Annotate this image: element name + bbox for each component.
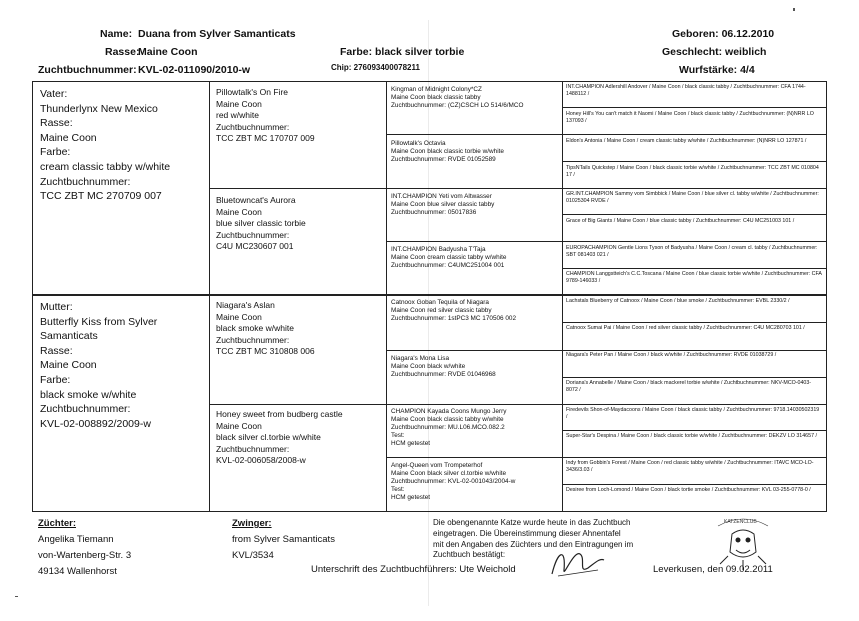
ggg-cell: TipsNTails Quickstep / Maine Coon / black classic torbie w/white / Zuchtbuchnummer: TCC ZBT MC 010804 17 /: [566, 165, 819, 178]
ggg-cell: Super-Star's Despina / Maine Coon / black classic torbie w/white / Zuchtbuchnummer: DEKZV LO 314657 /: [566, 433, 817, 439]
row-divider: [386, 241, 826, 242]
row-divider: [209, 188, 826, 189]
grandparent-cell: Honey sweet from budberg castle Maine Coon black silver cl.torbie w/white Zuchtbuchnummer: KVL-02-006058/2008-w: [216, 409, 343, 466]
club-stamp: [710, 512, 776, 572]
cattery-label: Zwinger:: [232, 518, 272, 529]
place-date: Leverkusen, den 09.02.2011: [653, 564, 773, 575]
registrar-signature-line: Unterschrift des Zuchtbuchführers: Ute Weichold: [311, 564, 516, 575]
chip-number: Chip: 276093400078211: [331, 63, 420, 72]
ggg-cell: Doriana's Annabelle / Maine Coon / black mackerel torbie w/white / Zuchtbuchnummer: NKV-MCO-0403-8072 /: [566, 380, 812, 393]
breeder-block: [38, 516, 131, 580]
mother-cell: Mutter: Butterfly Kiss from Sylver Samanticats Rasse: Maine Coon Farbe: black smoke w/white Zuchtbuchnummer: KVL-02-008892/2009-w: [40, 301, 158, 430]
great-grandparent-cell: Kingman of Midnight Colony*CZ Maine Coon black classic tabby Zuchtbuchnummer: (CZ)CSCH LO 514/6/MCO: [391, 86, 524, 110]
ggg-cell: Eldon's Antonia / Maine Coon / cream classic tabby w/white / Zuchtbuchnummer: (N)NRR LO 127871 /: [566, 138, 807, 144]
confirmation-line: eingetragen. Die Übereinstimmung dieser Ahnentafel: [433, 528, 621, 538]
row-divider: [386, 350, 826, 351]
litter-size: Wurfstärke: 4/4: [679, 64, 755, 76]
rasse-label: Rasse:: [105, 46, 140, 58]
cat-name: Duana from Sylver Samanticats: [138, 28, 296, 40]
row-divider: [562, 430, 826, 431]
breeder-city: 49134 Wallenhorst: [38, 566, 117, 577]
grandparent-cell: Pillowtalk's On Fire Maine Coon red w/white Zuchtbuchnummer: TCC ZBT MC 170707 009: [216, 87, 315, 144]
ggg-cell: Niagara's Peter Pan / Maine Coon / black w/white / Zuchtbuchnummer: RVDE 01038729 /: [566, 352, 777, 358]
scan-mark: [793, 8, 795, 11]
ggg-cell: CHAMPION Langgstteich's C.C.Toscana / Maine Coon / blue classic torbie w/white / Zuchtbuchnummer: CFA 9789-146033 /: [566, 271, 822, 284]
row-divider: [562, 107, 826, 108]
great-grandparent-cell: Niagara's Mona Lisa Maine Coon black w/white Zuchtbuchnummer: RVDE 01046968: [391, 355, 496, 379]
ggg-cell: EUROPACHAMPION Gentle Lions Tyson of Badyusha / Maine Coon / cream cl. tabby / Zuchtbuchnummer: SBT 081403 021 /: [566, 245, 818, 258]
row-divider: [562, 322, 826, 323]
ggg-cell: Desiree from Loch-Lomond / Maine Coon / black tortie smoke / Zuchtbuchnummer: KVL 03-255-0778-0 /: [566, 487, 811, 493]
row-divider: [386, 457, 826, 458]
row-divider: [33, 294, 826, 296]
row-divider: [562, 377, 826, 378]
ggg-cell: INT.CHAMPION Adlershill Andover / Maine Coon / black classic tabby / Zuchtbuchnummer: CFA 1744-1488112 /: [566, 84, 806, 97]
grandparent-cell: Niagara's Aslan Maine Coon black smoke w/white Zuchtbuchnummer: TCC ZBT MC 310808 006: [216, 300, 315, 357]
birth-date: Geboren: 06.12.2010: [672, 28, 775, 40]
great-grandparent-cell: INT.CHAMPION Yeti vom Altwasser Maine Coon blue silver classic tabby Zuchtbuchnummer: 05017836: [391, 193, 495, 217]
row-divider: [562, 268, 826, 269]
column-divider: [209, 82, 210, 511]
row-divider: [562, 161, 826, 162]
confirmation-line: mit den Angaben des Züchters und den Eintragungen im: [433, 539, 634, 549]
ggg-cell: Indy from Gobbin's Forest / Maine Coon / red classic tabby w/white / Zuchtbuchnummer: ITAVC MCO-LO-3436/3.03 /: [566, 460, 814, 473]
column-divider: [562, 82, 563, 511]
ggg-cell: Firedevils Shon-of-Maydacoons / Maine Coon / black classic tabby / Zuchtbuchnummer: 9718.14030502319 /: [566, 407, 820, 420]
ggg-cell: Grace of Big Giants / Maine Coon / blue classic tabby / Zuchtbuchnummer: C4U MC251003 101 /: [566, 218, 795, 224]
confirmation-line: Zuchtbuch bestätigt:: [433, 550, 506, 560]
fold-line: [428, 20, 429, 606]
great-grandparent-cell: Angel-Queen vom Trompeterhof Maine Coon black silver cl.torbie w/white Zuchtbuchnummer: KVL-02-001043/2004-w Test: HCM getestet: [391, 462, 516, 502]
row-divider: [562, 484, 826, 485]
great-grandparent-cell: Catnoox Goban Tequila of Niagara Maine Coon red silver classic tabby Zuchtbuchnummer: 1stPC3 MC 170506 002: [391, 299, 517, 323]
zb-number: KVL-02-011090/2010-w: [138, 64, 251, 76]
ggg-cell: Lachstals Blueberry of Catnoox / Maine Coon / blue smoke / Zuchtbuchnummer: EVBL 2330/2 /: [566, 298, 790, 304]
father-cell: Vater: Thunderlynx New Mexico Rasse: Maine Coon Farbe: cream classic tabby w/white Zuchtbuchnummer: TCC ZBT MC 270709 007: [40, 88, 171, 203]
pedigree-table: [32, 81, 827, 512]
column-divider: [386, 82, 387, 511]
scan-mark: [15, 596, 18, 597]
cattery-name: from Sylver Samanticats: [232, 534, 335, 545]
ggg-cell: Catnoox Sumai Pai / Maine Coon / red silver classic tabby / Zuchtbuchnummer: C4U MC280703 101 /: [566, 325, 805, 331]
grandparent-cell: Bluetowncat's Aurora Maine Coon blue silver classic torbie Zuchtbuchnummer: C4U MC230607 001: [216, 195, 306, 252]
row-divider: [386, 134, 826, 135]
cat-color: Farbe: black silver torbie: [340, 46, 465, 58]
great-grandparent-cell: CHAMPION Kayada Coons Mungo Jerry Maine Coon black classic tabby w/white Zuchtbuchnummer: MU.L06.MCO.082.2 Test: HCM getestet: [391, 408, 507, 448]
breeder-label: Züchter:: [38, 518, 76, 529]
name-label: Name:: [100, 28, 133, 40]
gender: Geschlecht: weiblich: [662, 46, 767, 58]
breeder-name: Angelika Tiemann: [38, 534, 114, 545]
stamp-lettering: KATZENCLUB: [724, 519, 757, 525]
cattery-block: [232, 516, 335, 564]
zb-label: Zuchtbuchnummer:: [38, 64, 137, 76]
ggg-cell: Honey Hill's You can't match it Naomi / Maine Coon / black classic tabby / Zuchtbuchnummer: (N)NRR LO 137093 /: [566, 111, 814, 124]
row-divider: [209, 404, 826, 405]
cattery-number: KVL/3534: [232, 550, 274, 561]
cat-breed: Maine Coon: [138, 46, 198, 58]
confirmation-line: Die obengenannte Katze wurde heute in das Zuchtbuch: [433, 518, 631, 527]
great-grandparent-cell: Pillowtalk's Octavia Maine Coon black classic torbie w/white Zuchtbuchnummer: RVDE 01052589: [391, 140, 504, 164]
breeder-street: von-Wartenberg-Str. 3: [38, 550, 132, 561]
ggg-cell: GR.INT.CHAMPION Sammy vom Simbbick / Maine Coon / blue silver cl. tabby w/white / Zuchtbuchnummer: 01025304 RVDE /: [566, 191, 819, 204]
row-divider: [562, 214, 826, 215]
signature-scribble: [548, 540, 608, 580]
great-grandparent-cell: INT.CHAMPION Badyusha T'Taja Maine Coon cream classic tabby w/white Zuchtbuchnummer: C4UMC251004 001: [391, 246, 507, 270]
